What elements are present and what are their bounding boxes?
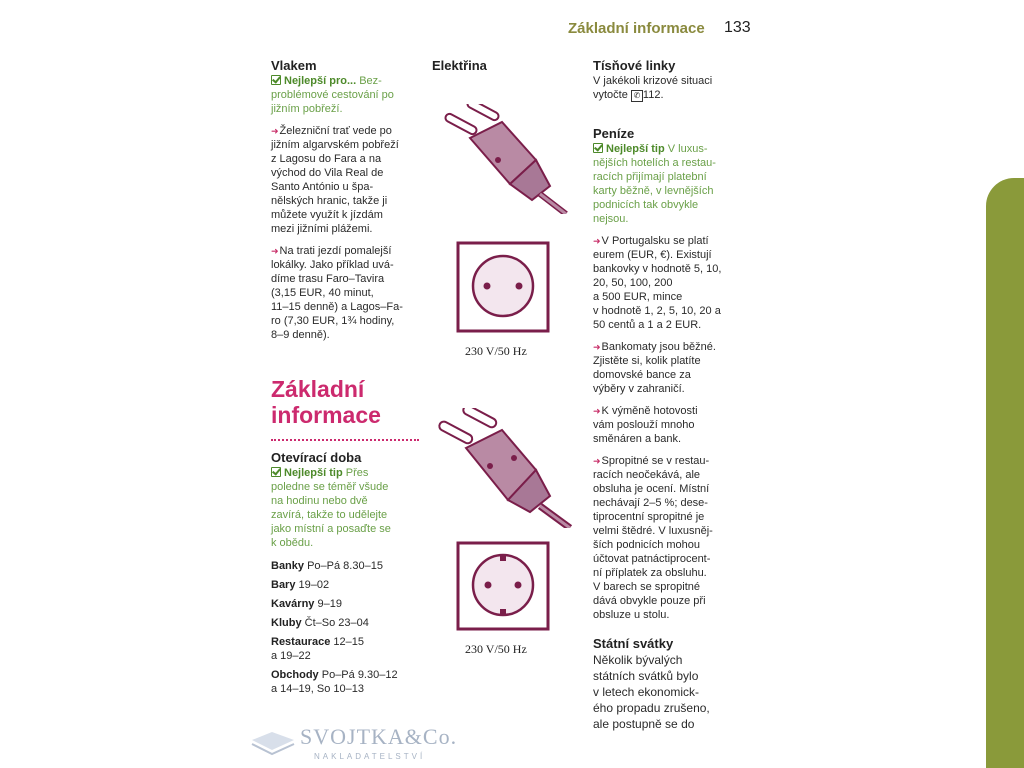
page-number: 133 <box>724 19 751 36</box>
emergency-text: V jakékoli krizové situaci vytočte ✆ 112. <box>593 75 713 101</box>
bullet-icon: ➜ <box>593 236 601 246</box>
tip-penize: Nejlepší tip V luxus- nějších hotelích a restau- racích přijímají platební karty běžně, v levnějších podnicích tak obvykle nejsou. <box>593 143 716 225</box>
hours-item: Banky Po–Pá 8.30–15 <box>271 560 383 572</box>
tip-oteviraci: Nejlepší tip Přes poledne se téměř všude na hodinu nebo dvě zavírá, takže to udělejte jako místní a posaďte se k obědu. <box>271 467 391 549</box>
bullet-icon: ➜ <box>271 126 279 136</box>
bullet-icon: ➜ <box>271 246 279 256</box>
paragraph-statni-svatky: Několik bývalých státních svátků bylo v letech ekonomick- ého propadu zrušeno, ale postupně se do <box>593 653 710 731</box>
paragraph-penize-1: ➜V Portugalsku se platí eurem (EUR, €). Existují bankovky v hodnotě 5, 10, 20, 50, 100, 200 a 500 EUR, mince v hodnotě 1, 2, 5, 10, 20 a 50 centů a 1 a 2 EUR. <box>593 235 722 331</box>
section-title: Základní informace <box>271 376 381 428</box>
europlug-icon <box>440 104 570 214</box>
paragraph-vlakem-2: ➜Na trati jezdí pomalejší lokálky. Jako příklad uvá- díme trasu Faro–Tavira (3,15 EUR, 40 minut, 11–15 denně) a Lagos–Fa- ro (7,30 EUR, 1¾ hodiny, 8–9 denně). <box>271 245 403 341</box>
heading-vlakem: Vlakem <box>271 58 317 73</box>
paragraph-penize-3: ➜K výměně hotovosti vám poslouží mnoho směnáren a bank. <box>593 405 698 445</box>
tip-vlakem: Nejlepší pro... Bez- problémové cestování po jižním pobřeží. <box>271 75 394 115</box>
section-divider <box>271 439 419 441</box>
heading-penize: Peníze <box>593 126 635 141</box>
bullet-icon: ➜ <box>593 456 601 466</box>
chapter-tab <box>986 178 1024 768</box>
heading-statni-svatky: Státní svátky <box>593 636 674 651</box>
heading-oteviraci-doba: Otevírací doba <box>271 450 362 465</box>
heading-tisnove-linky: Tísňové linky <box>593 58 676 73</box>
hours-item: Obchody Po–Pá 9.30–12 a 14–19, So 10–13 <box>271 669 398 695</box>
hours-item: Bary 19–02 <box>271 579 330 591</box>
paragraph-vlakem-1: ➜Železniční trať vede po jižním algarvském pobřeží z Lagosu do Fara a na východ do Vila Real de Santo António u špa- nělských hranic, takže ji můžete využít k jízdám mezi jižními plážemi. <box>271 125 399 235</box>
checkbox-icon <box>593 143 603 153</box>
bullet-icon: ➜ <box>593 406 601 416</box>
hours-item: Restaurace 12–15 a 19–22 <box>271 636 364 662</box>
hours-item: Kluby Čt–So 23–04 <box>271 617 369 629</box>
voltage-caption-2: 230 V/50 Hz <box>465 642 527 656</box>
hours-item: Kavárny 9–19 <box>271 598 342 610</box>
voltage-caption-1: 230 V/50 Hz <box>465 344 527 358</box>
paragraph-penize-4: ➜Spropitné se v restau- racích neočekává, ale obsluha je ocení. Místní nechávají 2–5 %; dese- tiprocentní spropitné je velmi štědré. V luxusněj- ších podnicích mohou účtovat patnáctiprocent- ní příplatek za obsluhu. V barech se spropitné dává obvykle pouze při obsluze u stolu. <box>593 455 713 621</box>
phone-icon: ✆ <box>631 90 643 102</box>
publisher-logo <box>250 724 458 764</box>
schuko-socket-icon <box>456 541 550 631</box>
checkbox-icon <box>271 75 281 85</box>
logo-wordmark: SVOJTKA&Co. <box>300 724 458 749</box>
logo-subtitle: NAKLADATELSTVÍ <box>314 752 426 761</box>
checkbox-icon <box>271 467 281 477</box>
column-left-lower <box>271 450 421 701</box>
socket-icon <box>456 241 550 333</box>
paragraph-penize-2: ➜Bankomaty jsou běžné. Zjistěte si, kolik platíte domovské bance za výběry v zahraničí. <box>593 341 716 395</box>
heading-elektrina: Elektřina <box>432 58 487 73</box>
running-header-title: Základní informace <box>568 20 705 37</box>
hours-list <box>271 559 421 696</box>
schuko-plug-icon <box>432 408 572 528</box>
bullet-icon: ➜ <box>593 342 601 352</box>
column-left <box>271 58 421 346</box>
book-logo-icon <box>250 726 296 756</box>
column-right <box>593 58 743 736</box>
